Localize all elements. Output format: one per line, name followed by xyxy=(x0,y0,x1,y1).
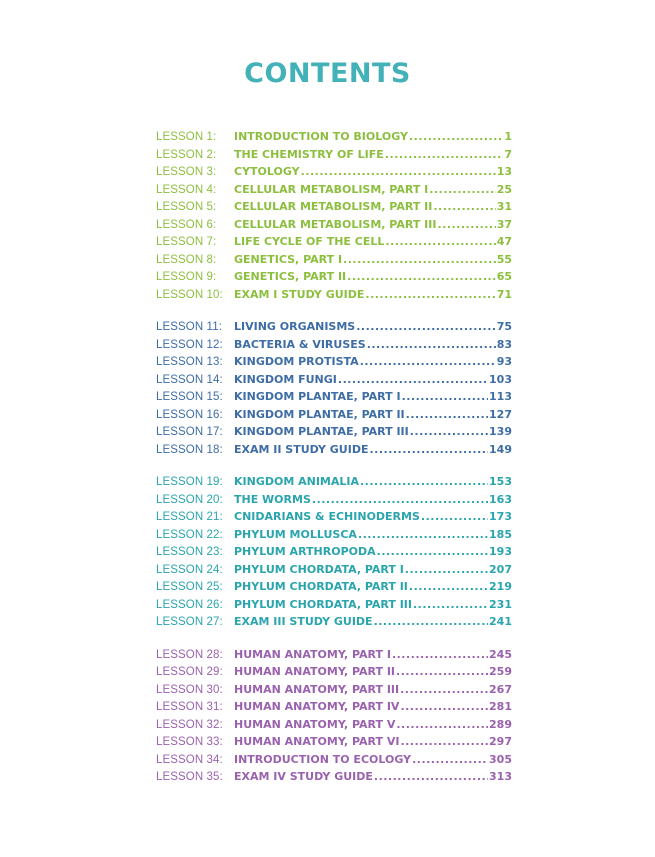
lesson-title: KINGDOM PLANTAE, PART II xyxy=(234,407,405,421)
lesson-number: LESSON 30: xyxy=(156,683,223,696)
lesson-number: LESSON 16: xyxy=(156,408,223,421)
lesson-number: LESSON 2: xyxy=(156,148,217,161)
dot-leader xyxy=(367,336,496,354)
toc-entry xyxy=(156,751,512,769)
toc-entry xyxy=(156,181,512,199)
lesson-number: LESSON 28: xyxy=(156,648,223,661)
lesson-title: INTRODUCTION TO ECOLOGY xyxy=(234,752,412,766)
dot-leader xyxy=(433,198,495,216)
toc-entry xyxy=(156,733,512,751)
entry-line xyxy=(234,163,512,181)
dot-leader xyxy=(400,698,488,716)
dot-leader xyxy=(412,751,488,769)
dot-leader xyxy=(360,473,488,491)
page-number: 25 xyxy=(496,182,512,196)
lesson-group-4 xyxy=(156,646,512,786)
lesson-number: LESSON 10: xyxy=(156,288,223,301)
lesson-title: INTRODUCTION TO BIOLOGY xyxy=(234,130,408,143)
lesson-number: LESSON 8: xyxy=(156,253,217,266)
lesson-number: LESSON 31: xyxy=(156,701,223,713)
lesson-number: LESSON 19: xyxy=(156,476,223,488)
toc-entry xyxy=(156,251,512,269)
dot-leader xyxy=(396,663,488,681)
toc-entry xyxy=(156,318,512,336)
page-number: 37 xyxy=(496,217,512,231)
page-number: 149 xyxy=(489,442,512,456)
entry-line xyxy=(234,473,512,491)
lesson-title: HUMAN ANATOMY, PART IV xyxy=(234,700,400,713)
entry-line xyxy=(234,146,512,164)
page-number: 103 xyxy=(489,372,512,386)
lesson-title: HUMAN ANATOMY, PART III xyxy=(234,682,400,696)
lesson-number: LESSON 23: xyxy=(156,546,223,558)
page-number: 241 xyxy=(489,615,512,628)
page-number: 75 xyxy=(496,320,512,333)
entry-line xyxy=(234,543,512,561)
lesson-number: LESSON 27: xyxy=(156,616,223,628)
lesson-number: LESSON 33: xyxy=(156,736,223,748)
lesson-title: EXAM I STUDY GUIDE xyxy=(234,287,365,301)
lesson-number: LESSON 7: xyxy=(156,236,217,248)
toc-entry xyxy=(156,233,512,251)
dot-leader xyxy=(358,526,488,544)
dot-leader xyxy=(338,371,488,389)
lesson-title: GENETICS, PART I xyxy=(234,252,343,266)
lesson-number: LESSON 29: xyxy=(156,666,223,678)
entry-line xyxy=(234,388,512,406)
lesson-title: KINGDOM PROTISTA xyxy=(234,355,359,368)
page-number: 245 xyxy=(489,647,512,661)
entry-line xyxy=(234,128,512,146)
entry-line xyxy=(234,578,512,596)
lesson-number: LESSON 4: xyxy=(156,183,217,196)
dot-leader xyxy=(400,733,488,751)
lesson-title: THE WORMS xyxy=(234,492,311,506)
toc-entry xyxy=(156,491,512,509)
entry-line xyxy=(234,336,512,354)
page-number: 139 xyxy=(489,425,512,438)
entry-line xyxy=(234,441,512,459)
entry-line xyxy=(234,233,512,251)
entry-line xyxy=(234,716,512,734)
toc-entry xyxy=(156,336,512,354)
page-title: CONTENTS xyxy=(244,58,411,89)
page-number: 259 xyxy=(489,665,512,678)
lesson-number: LESSON 17: xyxy=(156,426,223,438)
entry-line xyxy=(234,768,512,786)
entry-line xyxy=(234,353,512,371)
toc-entry xyxy=(156,698,512,716)
toc-entry xyxy=(156,371,512,389)
dot-leader xyxy=(396,716,488,734)
lesson-number: LESSON 5: xyxy=(156,201,217,213)
page-number: 13 xyxy=(496,165,512,178)
lesson-title: CNIDARIANS & ECHINODERMS xyxy=(234,510,420,523)
toc-entry xyxy=(156,663,512,681)
lesson-title: BACTERIA & VIRUSES xyxy=(234,337,366,351)
lesson-number: LESSON 22: xyxy=(156,528,223,541)
lesson-title: HUMAN ANATOMY, PART II xyxy=(234,665,396,678)
toc-entry xyxy=(156,561,512,579)
toc-entry xyxy=(156,388,512,406)
dot-leader xyxy=(392,646,488,664)
entry-line xyxy=(234,318,512,336)
page-number: 113 xyxy=(489,390,512,403)
dot-leader xyxy=(385,146,504,164)
toc-entry xyxy=(156,543,512,561)
lesson-number: LESSON 26: xyxy=(156,598,223,611)
toc-entry xyxy=(156,578,512,596)
entry-line xyxy=(234,423,512,441)
page-number: 267 xyxy=(489,682,512,696)
entry-line xyxy=(234,371,512,389)
page-number: 313 xyxy=(489,770,512,783)
entry-line xyxy=(234,561,512,579)
toc-entry xyxy=(156,128,512,146)
page-number: 289 xyxy=(489,717,512,731)
dot-leader xyxy=(437,216,495,234)
toc-entry xyxy=(156,163,512,181)
dot-leader xyxy=(374,613,488,631)
entry-line xyxy=(234,406,512,424)
toc-entry xyxy=(156,286,512,304)
dot-leader xyxy=(421,508,488,526)
entry-line xyxy=(234,613,512,631)
page-number: 281 xyxy=(489,700,512,713)
entry-line xyxy=(234,646,512,664)
page-number: 173 xyxy=(489,510,512,523)
dot-leader xyxy=(406,406,488,424)
entry-line xyxy=(234,286,512,304)
lesson-title: KINGDOM ANIMALIA xyxy=(234,475,359,488)
page-number: 163 xyxy=(489,492,512,506)
lesson-number: LESSON 12: xyxy=(156,338,223,351)
toc-entry xyxy=(156,596,512,614)
lesson-number: LESSON 24: xyxy=(156,563,223,576)
page-number: 55 xyxy=(496,252,512,266)
page-number: 31 xyxy=(496,200,512,213)
entry-line xyxy=(234,198,512,216)
lesson-title: CELLULAR METABOLISM, PART III xyxy=(234,217,437,231)
lesson-number: LESSON 20: xyxy=(156,493,223,506)
lesson-title: PHYLUM MOLLUSCA xyxy=(234,527,357,541)
entry-line xyxy=(234,216,512,234)
lesson-title: CELLULAR METABOLISM, PART I xyxy=(234,182,429,196)
page-number: 219 xyxy=(489,580,512,593)
lesson-number: LESSON 25: xyxy=(156,581,223,593)
entry-line xyxy=(234,698,512,716)
lesson-group-2 xyxy=(156,318,512,458)
lesson-title: PHYLUM CHORDATA, PART III xyxy=(234,597,412,611)
page-number: 47 xyxy=(496,235,512,248)
lesson-title: LIFE CYCLE OF THE CELL xyxy=(234,235,385,248)
dot-leader xyxy=(385,233,495,251)
dot-leader xyxy=(377,543,488,561)
dot-leader xyxy=(365,286,495,304)
entry-line xyxy=(234,251,512,269)
dot-leader xyxy=(429,181,495,199)
entry-line xyxy=(234,733,512,751)
entry-line xyxy=(234,526,512,544)
lesson-title: KINGDOM PLANTAE, PART III xyxy=(234,425,409,438)
dot-leader xyxy=(374,768,488,786)
page-number: 93 xyxy=(496,355,512,368)
lesson-group-3 xyxy=(156,473,512,631)
lesson-group-1 xyxy=(156,128,512,303)
dot-leader xyxy=(410,423,488,441)
toc-entry xyxy=(156,146,512,164)
page-number: 83 xyxy=(496,337,512,351)
lesson-title: PHYLUM CHORDATA, PART II xyxy=(234,580,408,593)
page-number: 65 xyxy=(496,270,512,283)
lesson-number: LESSON 9: xyxy=(156,271,217,283)
dot-leader xyxy=(360,353,496,371)
entry-line xyxy=(234,508,512,526)
lesson-title: PHYLUM CHORDATA, PART I xyxy=(234,562,404,576)
lesson-number: LESSON 3: xyxy=(156,166,217,178)
lesson-number: LESSON 32: xyxy=(156,718,223,731)
lesson-title: HUMAN ANATOMY, PART VI xyxy=(234,735,400,748)
lesson-number: LESSON 11: xyxy=(156,321,222,333)
lesson-number: LESSON 6: xyxy=(156,218,217,231)
toc-entry xyxy=(156,473,512,491)
lesson-number: LESSON 15: xyxy=(156,391,223,403)
toc-entry xyxy=(156,423,512,441)
dot-leader xyxy=(413,596,488,614)
dot-leader xyxy=(402,388,488,406)
lesson-title: EXAM IV STUDY GUIDE xyxy=(234,770,373,783)
toc-entry xyxy=(156,613,512,631)
lesson-title: KINGDOM PLANTAE, PART I xyxy=(234,390,401,403)
entry-line xyxy=(234,596,512,614)
toc-entry xyxy=(156,353,512,371)
dot-leader xyxy=(347,268,496,286)
lesson-number: LESSON 21: xyxy=(156,511,223,523)
page-number: 127 xyxy=(489,407,512,421)
page-number: 305 xyxy=(489,752,512,766)
toc-entry xyxy=(156,508,512,526)
lesson-title: KINGDOM FUNGI xyxy=(234,372,337,386)
lesson-number: LESSON 13: xyxy=(156,356,223,368)
dot-leader xyxy=(405,561,488,579)
lesson-title: EXAM III STUDY GUIDE xyxy=(234,615,373,628)
toc-entry xyxy=(156,441,512,459)
toc-entry xyxy=(156,646,512,664)
lesson-title: HUMAN ANATOMY, PART I xyxy=(234,647,391,661)
dot-leader xyxy=(409,128,503,146)
page-number: 1 xyxy=(504,130,512,143)
lesson-title: CYTOLOGY xyxy=(234,165,300,178)
dot-leader xyxy=(301,163,496,181)
toc-entry xyxy=(156,216,512,234)
page-number: 231 xyxy=(489,597,512,611)
dot-leader xyxy=(409,578,488,596)
toc-entry xyxy=(156,716,512,734)
page-number: 185 xyxy=(489,527,512,541)
entry-line xyxy=(234,681,512,699)
lesson-number: LESSON 34: xyxy=(156,753,223,766)
toc-entry xyxy=(156,406,512,424)
page-number: 297 xyxy=(489,735,512,748)
toc-entry xyxy=(156,198,512,216)
page-number: 207 xyxy=(489,562,512,576)
entry-line xyxy=(234,751,512,769)
table-of-contents xyxy=(156,128,512,801)
page-number: 193 xyxy=(489,545,512,558)
toc-entry xyxy=(156,268,512,286)
lesson-number: LESSON 18: xyxy=(156,443,223,456)
entry-line xyxy=(234,268,512,286)
lesson-title: GENETICS, PART II xyxy=(234,270,347,283)
dot-leader xyxy=(343,251,496,269)
entry-line xyxy=(234,491,512,509)
lesson-title: EXAM II STUDY GUIDE xyxy=(234,442,369,456)
page-number: 7 xyxy=(504,147,512,161)
lesson-number: LESSON 1: xyxy=(156,131,217,143)
lesson-title: THE CHEMISTRY OF LIFE xyxy=(234,147,384,161)
dot-leader xyxy=(369,441,488,459)
toc-entry xyxy=(156,681,512,699)
page-number: 153 xyxy=(489,475,512,488)
lesson-title: PHYLUM ARTHROPODA xyxy=(234,545,376,558)
page-number: 71 xyxy=(496,287,512,301)
entry-line xyxy=(234,663,512,681)
dot-leader xyxy=(356,318,495,336)
lesson-title: HUMAN ANATOMY, PART V xyxy=(234,717,396,731)
lesson-number: LESSON 14: xyxy=(156,373,223,386)
toc-entry xyxy=(156,768,512,786)
lesson-title: LIVING ORGANISMS xyxy=(234,320,356,333)
lesson-number: LESSON 35: xyxy=(156,771,223,783)
dot-leader xyxy=(312,491,488,509)
lesson-title: CELLULAR METABOLISM, PART II xyxy=(234,200,433,213)
dot-leader xyxy=(400,681,488,699)
entry-line xyxy=(234,181,512,199)
toc-entry xyxy=(156,526,512,544)
